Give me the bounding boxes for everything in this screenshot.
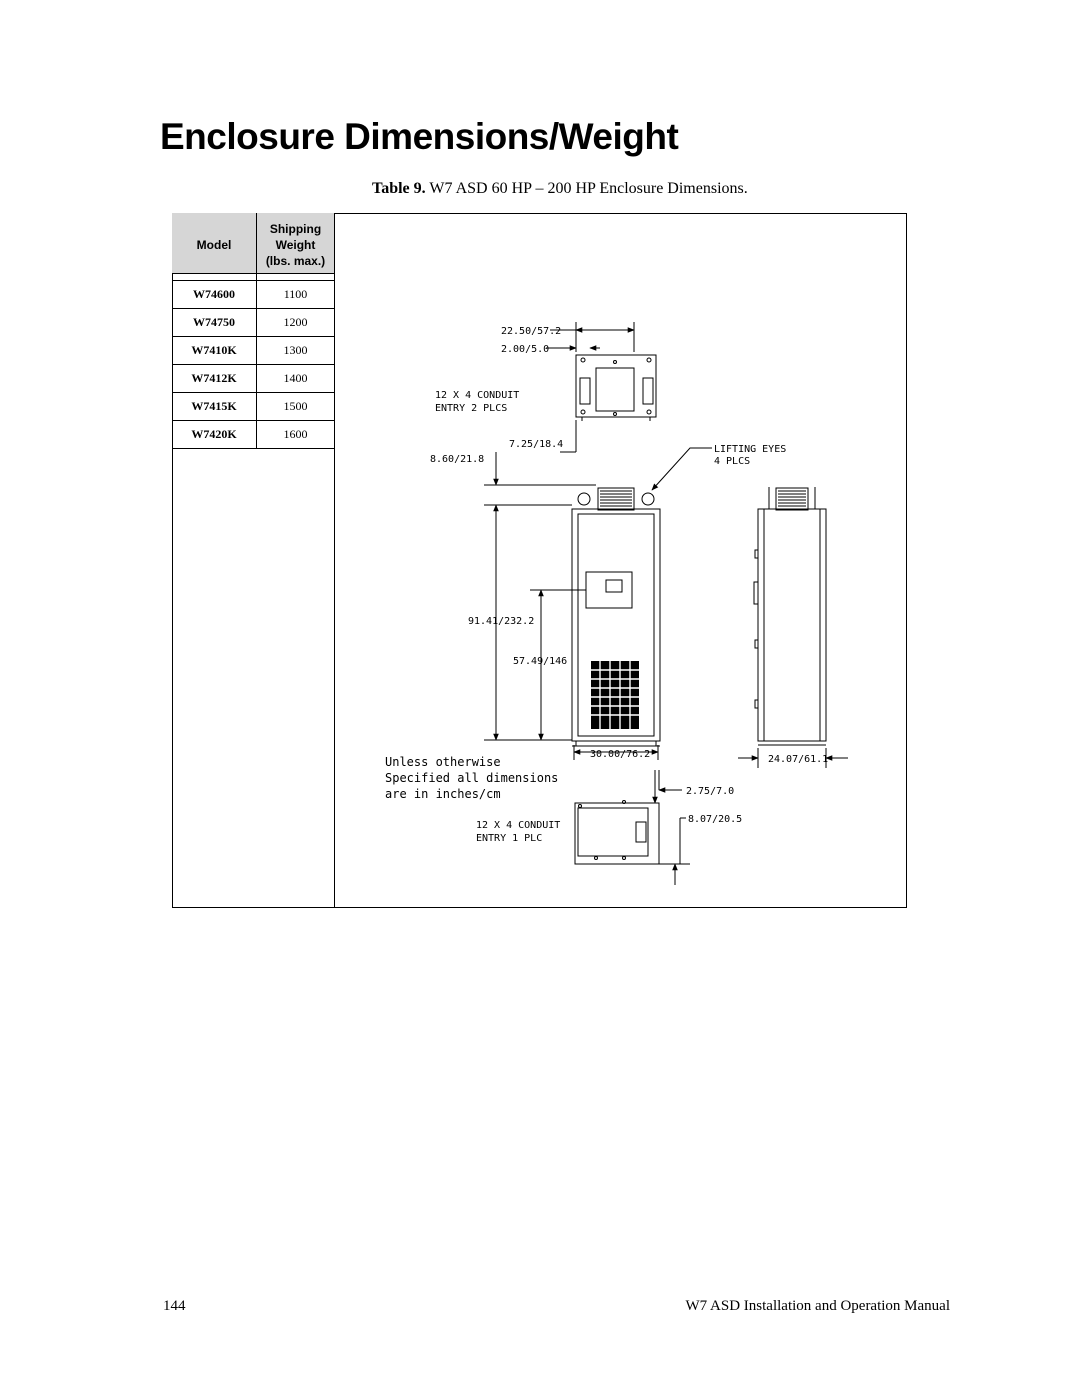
front-vent-grille: [591, 661, 639, 729]
bottom-view: [575, 801, 659, 865]
weight-cell: 1200: [257, 309, 335, 337]
enclosure-drawing: [335, 214, 905, 906]
model-cell: W74750: [172, 309, 257, 337]
table-caption-label: Table 9.: [372, 180, 426, 197]
label-lifting-eyes-2: 4 PLCS: [714, 456, 751, 467]
dimension-note-line-2: Specified all dimensions: [385, 771, 559, 785]
weight-table: [172, 213, 334, 449]
manual-title: W7 ASD Installation and Operation Manual: [685, 1298, 950, 1314]
label-dim-8-60: 8.60/21.8: [430, 454, 485, 465]
weight-cell: 1100: [257, 281, 335, 309]
page-title: Enclosure Dimensions/Weight: [160, 116, 679, 157]
label-conduit-top-2: ENTRY 2 PLCS: [435, 403, 508, 414]
label-conduit-bottom: 12 X 4 CONDUIT: [476, 820, 561, 831]
label-dim-8-07: 8.07/20.5: [688, 814, 743, 825]
model-cell: W74600: [172, 281, 257, 309]
header-shipping-weight: [257, 213, 335, 274]
label-dim-7-25: 7.25/18.4: [509, 439, 564, 450]
header-shipping-line-2: Weight: [275, 238, 316, 252]
header-shipping-line-3: (lbs. max.): [265, 254, 326, 268]
header-model: Model: [172, 213, 257, 274]
page-number: 144: [163, 1298, 186, 1314]
spacer-cell: [257, 274, 335, 281]
model-cell: W7412K: [172, 365, 257, 393]
dimension-note-line-1: Unless otherwise: [385, 755, 501, 769]
label-top-width: 22.50/57.2: [501, 326, 562, 337]
bottom-view-dimensions: [655, 770, 690, 885]
label-side-width: 24.07/61.1: [768, 754, 829, 765]
table-row: [172, 393, 334, 421]
label-lifting-eyes: LIFTING EYES: [714, 444, 787, 455]
label-dim-2-75: 2.75/7.0: [686, 786, 735, 797]
table-row: [172, 281, 334, 309]
table-caption: [372, 180, 748, 198]
dimension-note-line-3: are in inches/cm: [385, 787, 501, 801]
model-cell: W7410K: [172, 337, 257, 365]
table-caption-text: W7 ASD 60 HP – 200 HP Enclosure Dimensions.: [429, 180, 748, 197]
table-header-row: [172, 213, 334, 274]
model-cell: W7415K: [172, 393, 257, 421]
label-front-width: 30.00/76.2: [590, 749, 651, 760]
label-height: 91.41/232.2: [468, 616, 535, 627]
top-view: [576, 355, 656, 421]
table-row: [172, 365, 334, 393]
table-spacer-row: [172, 274, 334, 281]
label-conduit-bottom-2: ENTRY 1 PLC: [476, 833, 543, 844]
weight-cell: 1400: [257, 365, 335, 393]
spacer-cell: [172, 274, 257, 281]
model-cell: W7420K: [172, 421, 257, 449]
table-row: [172, 337, 334, 365]
weight-cell: 1600: [257, 421, 335, 449]
side-view: [754, 487, 826, 745]
header-shipping-line-1: Shipping: [269, 222, 322, 236]
weight-cell: 1300: [257, 337, 335, 365]
label-conduit-top: 12 X 4 CONDUIT: [435, 390, 520, 401]
table-row: [172, 421, 334, 449]
table-row: [172, 309, 334, 337]
label-dim-57-49: 57.49/146: [513, 656, 568, 667]
label-top-offset: 2.00/5.0: [501, 344, 550, 355]
weight-cell: 1500: [257, 393, 335, 421]
